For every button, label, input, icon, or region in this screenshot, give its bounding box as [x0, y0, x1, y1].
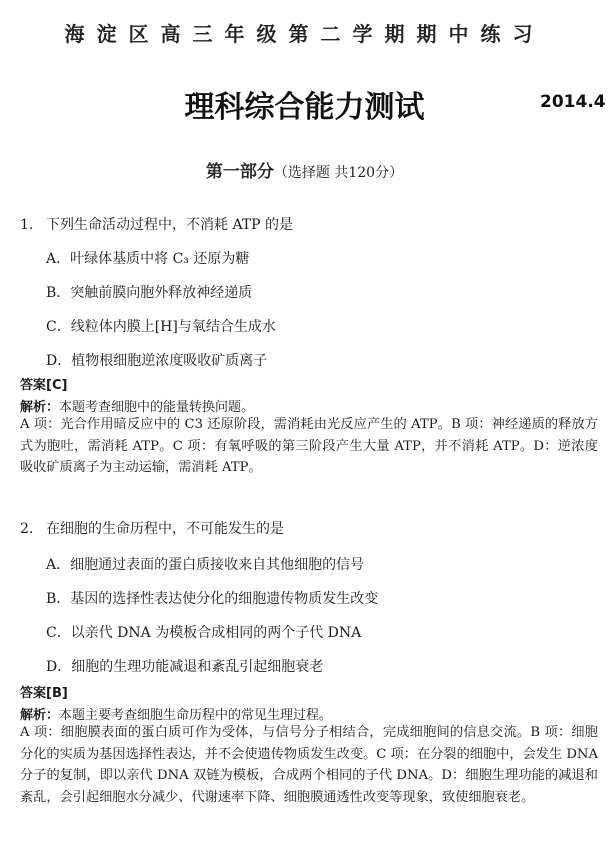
option-text: 线粒体内膜上[H]与氧结合生成水	[70, 319, 276, 335]
option-text: 叶绿体基质中将 C₃ 还原为糖	[70, 251, 250, 267]
option-c	[46, 622, 361, 642]
question-stem	[20, 518, 284, 538]
option-b	[46, 588, 378, 608]
option-text: 细胞通过表面的蛋白质接收来自其他细胞的信号	[70, 557, 365, 573]
school-title: 海淀区高三年级第二学期期中练习	[64, 22, 545, 46]
analysis-heading	[20, 396, 254, 415]
question-number: 1.	[20, 217, 34, 233]
option-d	[46, 350, 267, 370]
analysis-heading	[20, 704, 332, 723]
option-label: A．	[46, 557, 71, 573]
option-label: C．	[46, 625, 71, 641]
option-text: 以亲代 DNA 为模板合成相同的两个子代 DNA	[70, 625, 362, 641]
analysis-label: 解析：	[20, 708, 60, 723]
option-label: A．	[46, 251, 71, 267]
option-label: C．	[46, 319, 71, 335]
answer-label: 答案[C]	[20, 378, 68, 393]
question-text: 在细胞的生命历程中，不可能发生的是	[46, 521, 284, 537]
option-label: B．	[46, 591, 71, 607]
option-a	[46, 554, 364, 574]
option-text: 突触前膜向胞外释放神经递质	[70, 285, 253, 301]
analysis-body: A 项：光合作用暗反应中的 C3 还原阶段，需消耗由光反应产生的 ATP。B 项：神经递质的释放方式为胞吐，需消耗 ATP。C 项：有氧呼吸的第三阶段产生大量 ATP，并不消耗 ATP。D：逆浓度吸收矿质离子为主动运输，需消耗 ATP。	[20, 417, 598, 475]
exam-title: 理科综合能力测试	[184, 90, 425, 125]
option-c	[46, 316, 276, 336]
option-a	[46, 248, 249, 268]
analysis-label: 解析：	[20, 400, 60, 415]
option-b	[46, 282, 252, 302]
option-text: 植物根细胞逆浓度吸收矿质离子	[71, 353, 268, 369]
analysis-body: A 项：细胞膜表面的蛋白质可作为受体，与信号分子相结合，完成细胞间的信息交流。B 项：细胞分化的实质为基因选择性表达，并不会使遗传物质发生改变。C 项：在分裂的细胞中，会发生 DNA 分子的复制，即以亲代 DNA 双链为模板，合成两个相同的子代 DNA。D：细胞生理功能的减退和紊乱，会引起细胞水分减少、代谢速率下降、细胞膜通透性改变等现象，致使细胞衰老。	[20, 725, 598, 805]
question-stem	[20, 214, 293, 234]
question-text: 下列生命活动过程中，不消耗 ATP 的是	[46, 217, 294, 233]
analysis-intro: 本题主要考查细胞生命历程中的常见生理过程。	[59, 708, 333, 723]
option-text: 细胞的生理功能减退和紊乱引起细胞衰老	[71, 659, 324, 675]
option-label: B．	[46, 285, 71, 301]
part-title	[0, 157, 609, 182]
exam-date: 2014.4	[540, 92, 606, 112]
part-title-note: （选择题 共120分）	[273, 165, 404, 181]
option-label: D．	[46, 659, 72, 675]
option-text: 基因的选择性表达使分化的细胞遗传物质发生改变	[70, 591, 379, 607]
option-d	[46, 656, 323, 676]
answer-label: 答案[B]	[20, 686, 68, 701]
question-number: 2.	[20, 521, 34, 537]
analysis-intro: 本题考查细胞中的能量转换问题。	[59, 400, 255, 415]
option-label: D．	[46, 353, 72, 369]
part-title-label: 第一部分	[205, 162, 274, 182]
